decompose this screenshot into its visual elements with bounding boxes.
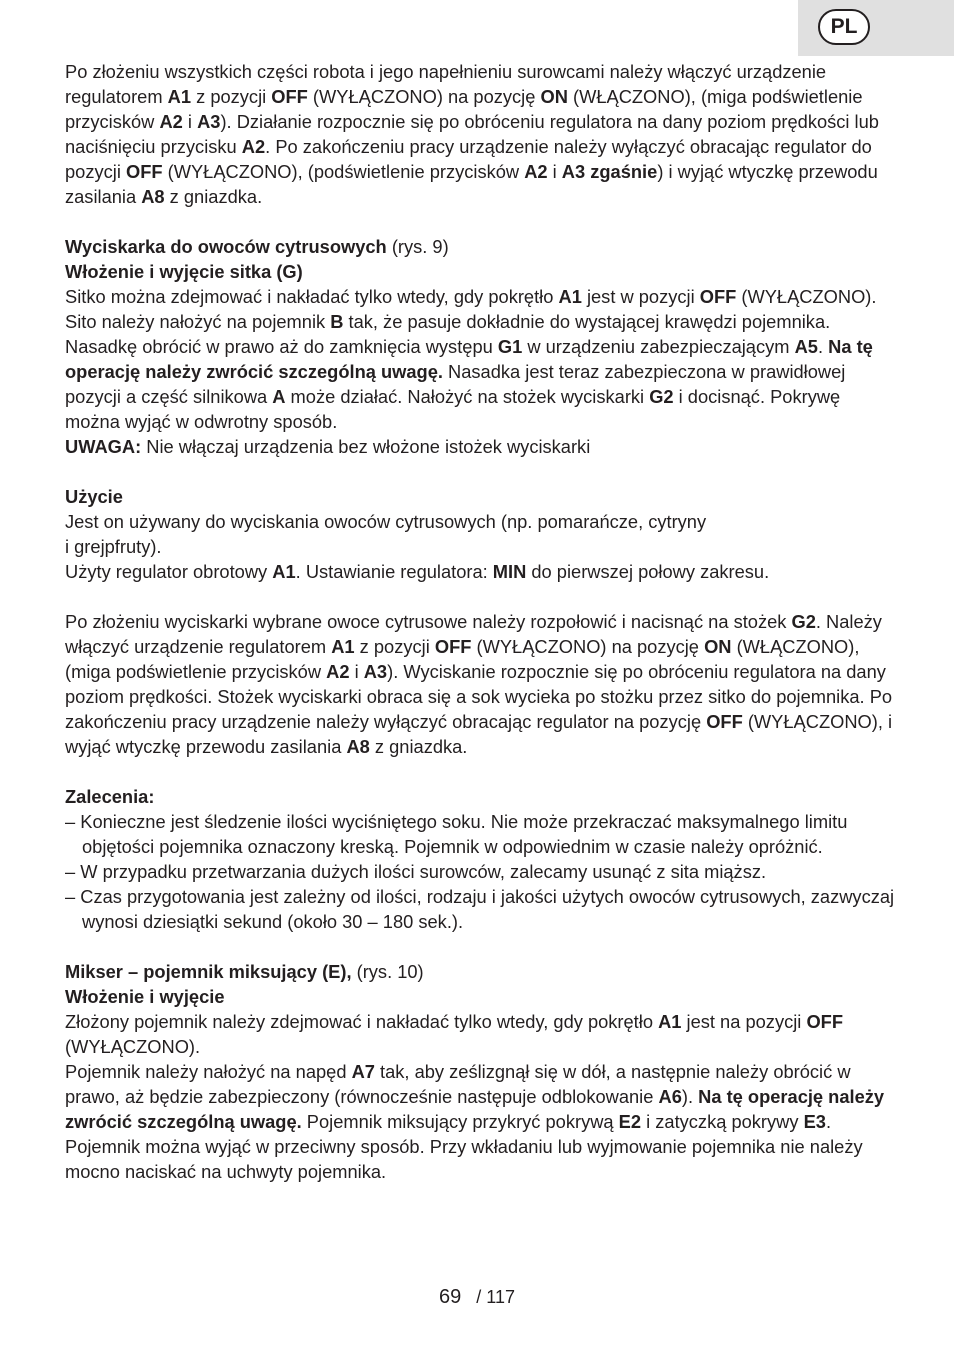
language-badge: PL <box>818 9 870 45</box>
usage-line-3: Użyty regulator obrotowy A1. Ustawianie regulatora: MIN do pierwszej połowy zakresu. <box>65 561 770 582</box>
subsection-title-strainer: Włożenie i wyjęcie sitka (G) <box>65 261 303 282</box>
page-number: 69 <box>439 1286 462 1308</box>
warning-note: UWAGA: Nie włączaj urządzenia bez włożone istożek wyciskarki <box>65 436 591 457</box>
page-total: / 117 <box>476 1287 515 1307</box>
section-title-citrus-juicer: Wyciskarka do owoców cytrusowych (rys. 9) <box>65 236 449 257</box>
manual-content <box>65 59 895 1184</box>
paragraph-assembly: Po złożeniu wszystkich części robota i jego napełnieniu surowcami należy włączyć urządzenie regulatorem A1 z pozycji OFF (WYŁĄCZONO) na pozycję ON (WŁĄCZONO), (miga podświetlenie przycisków A2 i A3). Działanie rozpocznie się po obróceniu regulatora na dany poziom prędkości lub naciśnięciu przycisku A2. Po zakończeniu pracy urządzenie należy wyłączyć obracając regulator do pozycji OFF (WYŁĄCZONO), (podświetlenie przycisków A2 i A3 zgaśnie) i wyjąć wtyczkę przewodu zasilania A8 z gniazdka. <box>65 61 879 207</box>
subsection-title-mixer-insert: Włożenie i wyjęcie <box>65 986 225 1007</box>
section-title-usage: Użycie <box>65 486 123 507</box>
list-item: – Czas przygotowania jest zależny od ilości, rodzaju i jakości użytych owoców cytrusowych, zazwyczaj wynosi dziesiątki sekund (około 30 – 180 sek.). <box>65 886 895 932</box>
paragraph-mixer-2: Pojemnik należy nałożyć na napęd A7 tak, aby ześlizgnął się w dół, a następnie należy obrócić w prawo, aż będzie zabezpieczony (równocześnie następuje odblokowanie A6). Na tę operację należy zwrócić szczególną uwagę. Pojemnik miksujący przykryć pokrywą E2 i zatyczką pokrywy E3. Pojemnik można wyjąć w przeciwny sposób. Przy wkładaniu lub wyjmowanie pojemnika nie należy mocno naciskać na uchwyty pojemnika. <box>65 1061 885 1182</box>
paragraph-juicing: Po złożeniu wyciskarki wybrane owoce cytrusowe należy rozpołowić i nacisnąć na stożek G2. Należy włączyć urządzenie regulatorem A1 z pozycji OFF (WYŁĄCZONO) na pozycję ON (WŁĄCZONO), (miga podświetlenie przycisków A2 i A3). Wyciskanie rozpocznie się po obróceniu regulatora na dany poziom prędkości. Stożek wyciskarki obraca się a sok wycieka po stożku przez sitko do pojemnika. Po zakończeniu pracy urządzenie należy wyłączyć obracając regulator na pozycję OFF (WYŁĄCZONO), i wyjąć wtyczkę przewodu zasilania A8 z gniazdka. <box>65 611 893 757</box>
usage-line-2: i grejpfruty). <box>65 536 162 557</box>
section-title-recommendations: Zalecenia: <box>65 786 155 807</box>
page-footer <box>0 1284 954 1310</box>
usage-line-1: Jest on używany do wyciskania owoców cytrusowych (np. pomarańcze, cytryny <box>65 511 707 532</box>
list-item: – Konieczne jest śledzenie ilości wyciśniętego soku. Nie może przekraczać maksymalnego limitu objętości pojemnika oznaczony kreską. Pojemnik w odpowiednim w czasie należy opróżnić. <box>65 811 848 857</box>
language-tab <box>798 0 954 56</box>
section-title-mixer: Mikser – pojemnik miksujący (E), (rys. 10) <box>65 961 424 982</box>
paragraph-strainer: Sitko można zdejmować i nakładać tylko wtedy, gdy pokrętło A1 jest w pozycji OFF (WYŁĄCZONO). Sito należy nałożyć na pojemnik B tak, że pasuje dokładnie do wystającej krawędzi pojemnika. Nasadkę obrócić w prawo aż do zamknięcia występu G1 w urządzeniu zabezpieczającym A5. Na tę operację należy zwrócić szczególną uwagę. Nasadka jest teraz zabezpieczona w prawidłowej pozycji a część silnikowa A może działać. Nałożyć na stożek wyciskarki G2 i docisnąć. Pokrywę można wyjąć w odwrotny sposób. <box>65 286 877 432</box>
paragraph-mixer-1: Złożony pojemnik należy zdejmować i nakładać tylko wtedy, gdy pokrętło A1 jest na pozycji OFF (WYŁĄCZONO). <box>65 1011 843 1057</box>
list-item: – W przypadku przetwarzania dużych ilości surowców, zalecamy usunąć z sita miąższ. <box>65 861 767 882</box>
